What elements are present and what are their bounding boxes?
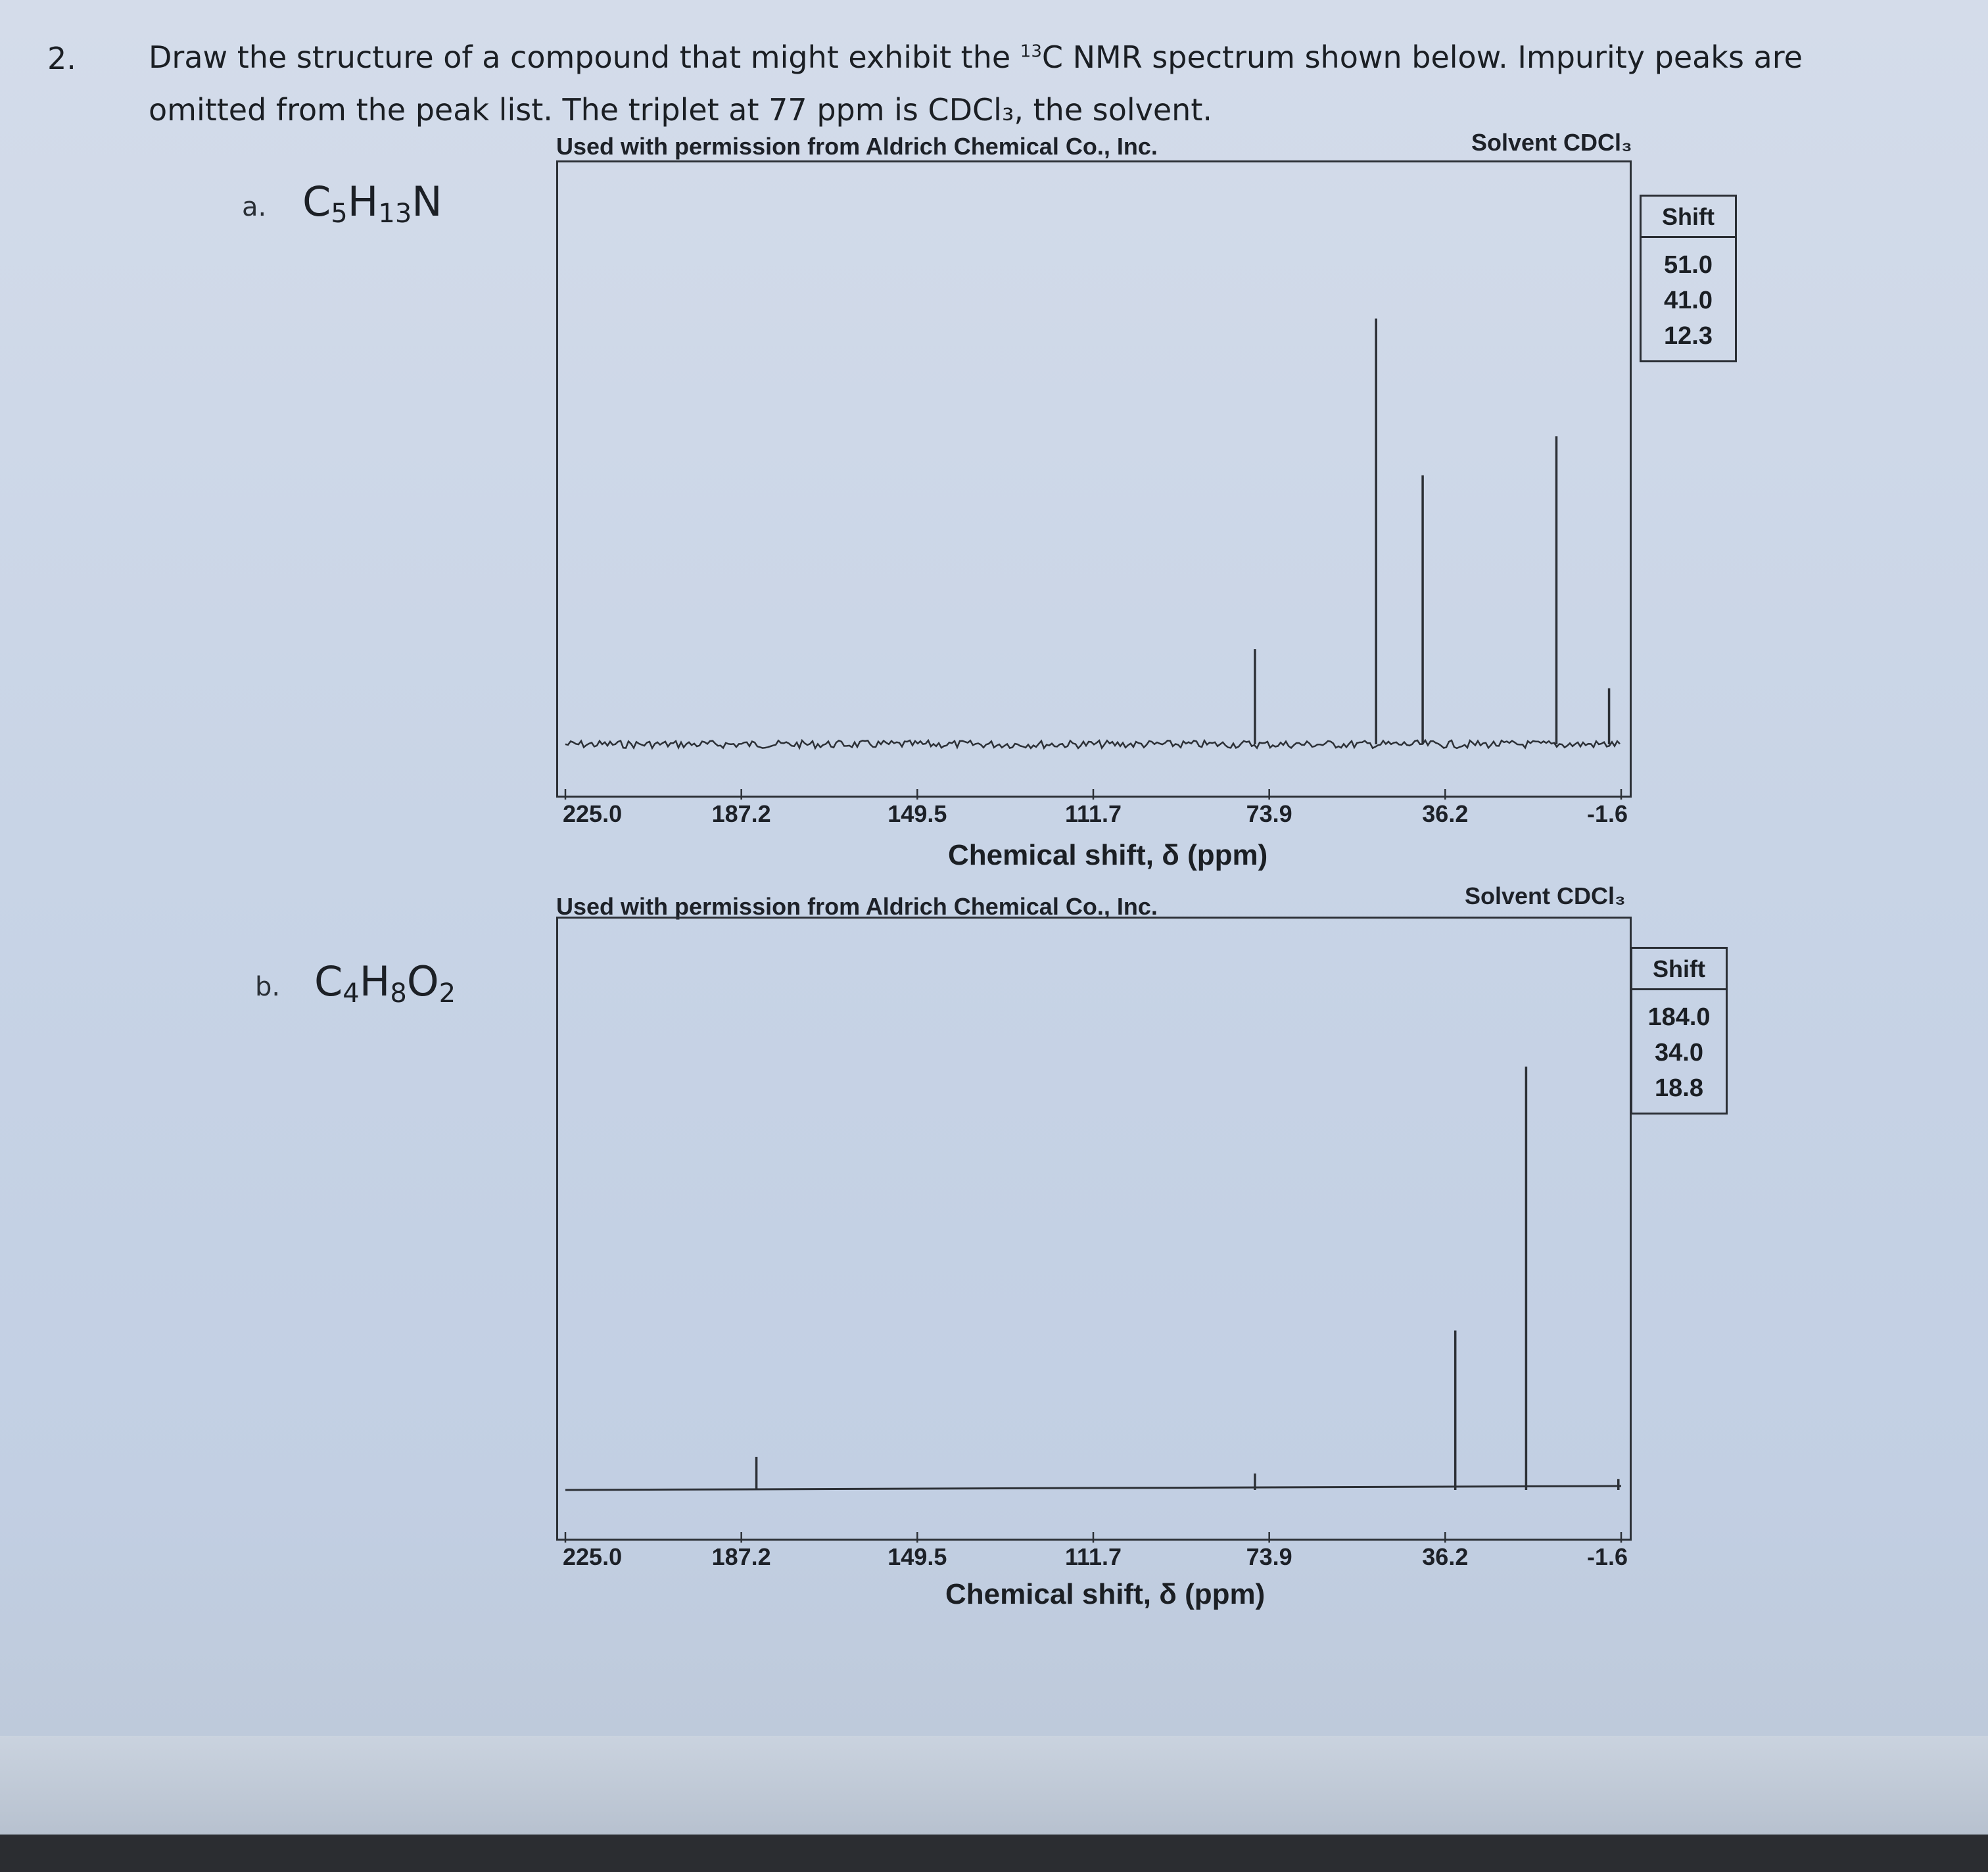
question-line-1-pre: Draw the structure of a compound that might exhibit the — [149, 39, 1020, 75]
formula-b-c: C — [314, 957, 343, 1005]
spectrum-baseline — [565, 740, 1620, 748]
part-b-formula — [314, 957, 456, 1009]
question-line-2: omitted from the peak list. The triplet at 77 ppm is CDCl₃, the solvent. — [149, 92, 1212, 128]
shift-value: 41.0 — [1664, 287, 1713, 314]
shift-value: 34.0 — [1655, 1039, 1703, 1067]
plot-frame — [557, 918, 1631, 1540]
x-tick-label: -1.6 — [1586, 800, 1628, 827]
spectrum-b-chart — [556, 914, 1634, 1598]
x-tick-label: 225.0 — [563, 800, 623, 827]
shift-value: 51.0 — [1664, 251, 1713, 279]
shift-table-header: Shift — [1632, 949, 1726, 990]
shift-table-values — [1642, 238, 1735, 360]
spectrum-baseline — [565, 1486, 1621, 1490]
x-tick-label: -1.6 — [1586, 1543, 1628, 1570]
x-tick-label: 111.7 — [1064, 800, 1122, 827]
x-tick-label: 187.2 — [711, 1543, 771, 1570]
shift-table-header: Shift — [1642, 197, 1735, 238]
part-b-label: b. — [255, 972, 281, 1002]
x-tick-label: 225.0 — [563, 1543, 623, 1570]
x-tick-label: 73.9 — [1246, 800, 1292, 827]
part-a-label: a. — [242, 192, 267, 222]
x-tick-label: 149.5 — [888, 1543, 947, 1570]
monitor-bottom-frame — [0, 1835, 1988, 1872]
isotope-superscript: 13 — [1020, 41, 1042, 62]
x-tick-label: 73.9 — [1246, 1543, 1292, 1570]
spectrum-a-xlabel: Chemical shift, δ (ppm) — [948, 839, 1268, 871]
formula-b-h-count: 8 — [390, 978, 407, 1009]
x-tick-label: 111.7 — [1064, 1543, 1122, 1570]
question-line-1-post: C NMR spectrum shown below. Impurity peaks are — [1041, 39, 1803, 75]
part-a-formula — [302, 178, 442, 229]
formula-a-h-count: 13 — [378, 199, 412, 229]
shift-value: 184.0 — [1647, 1003, 1711, 1031]
x-tick-label: 149.5 — [888, 800, 947, 827]
shift-value: 12.3 — [1664, 322, 1713, 350]
monitor-bezel-edge — [0, 1736, 1988, 1835]
spectrum-a-solvent: Solvent CDCl₃ — [1471, 129, 1632, 156]
plot-frame — [557, 162, 1631, 797]
spectrum-a-chart — [556, 158, 1634, 835]
x-tick-label: 36.2 — [1422, 800, 1469, 827]
formula-b-c-count: 4 — [343, 978, 360, 1009]
shift-table-values — [1632, 990, 1726, 1113]
formula-b-o-count: 2 — [438, 978, 456, 1009]
spectrum-a-shift-table — [1640, 195, 1737, 362]
spectrum-b-xlabel: Chemical shift, δ (ppm) — [945, 1578, 1266, 1610]
formula-a-h: H — [347, 178, 379, 226]
formula-b-h: H — [359, 957, 390, 1005]
spectrum-b-solvent: Solvent CDCl₃ — [1465, 882, 1626, 909]
spectrum-b-credit: Used with permission from Aldrich Chemical Co., Inc. — [556, 893, 1158, 920]
question-line-1 — [149, 39, 1803, 75]
formula-a-c-count: 5 — [331, 199, 348, 229]
formula-b-o: O — [406, 957, 439, 1005]
spectrum-a-credit: Used with permission from Aldrich Chemical Co., Inc. — [556, 133, 1158, 160]
formula-a-c: C — [302, 178, 331, 226]
x-tick-label: 36.2 — [1422, 1543, 1469, 1570]
x-tick-label: 187.2 — [711, 800, 771, 827]
formula-a-n: N — [412, 178, 442, 226]
question-number: 2. — [47, 41, 76, 76]
spectrum-b-shift-table — [1630, 947, 1728, 1115]
shift-value: 18.8 — [1655, 1074, 1703, 1102]
